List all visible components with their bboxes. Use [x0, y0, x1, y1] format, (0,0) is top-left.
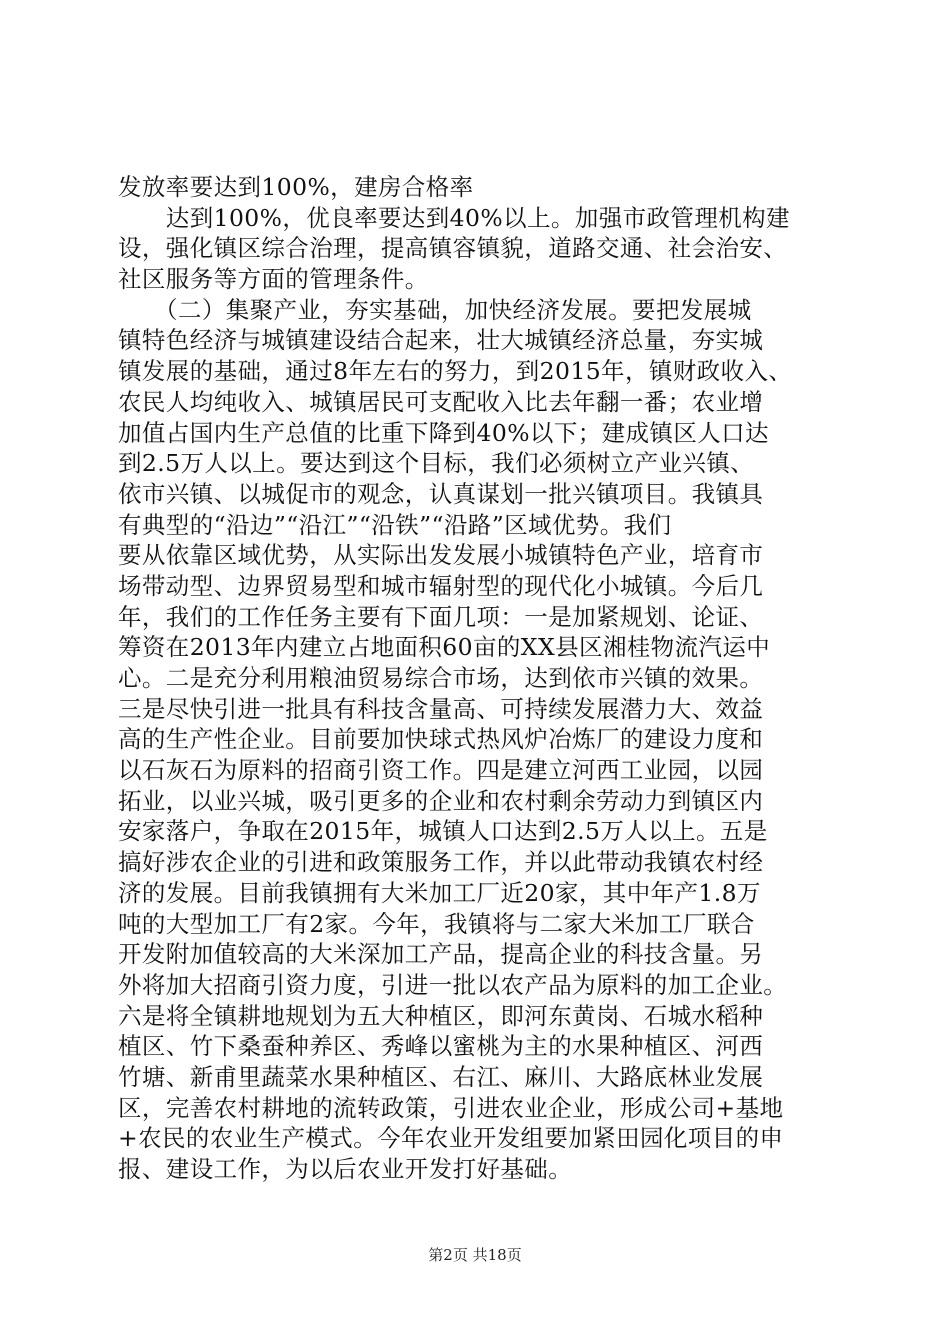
- text-line: +农民的农业生产模式。今年农业开发组要加紧田园化项目的申: [118, 1124, 784, 1153]
- text-line: 高的生产性企业。目前要加快球式热风炉冶炼厂的建设力度和: [118, 725, 764, 754]
- text-line: 发放率要达到100%，建房合格率: [118, 173, 474, 201]
- text-line: 竹塘、新甫里蔬菜水果种植区、右江、麻川、大路底林业发展: [118, 1062, 764, 1091]
- text-line: 报、建设工作，为以后农业开发打好基础。: [118, 1155, 573, 1183]
- text-line: 镇特色经济与城镇建设结合起来，壮大城镇经济总量，夯实城: [118, 326, 764, 355]
- text-line: 年，我们的工作任务主要有下面几项：一是加紧规划、论证、: [118, 602, 764, 631]
- text-line: 心。二是充分利用粮油贸易综合市场，达到依市兴镇的效果。: [118, 664, 764, 692]
- text-line: 开发附加值较高的大米深加工产品，提高企业的科技含量。另: [118, 940, 764, 969]
- text-line: 六是将全镇耕地规划为五大种植区，即河东黄岗、石城水稻种: [118, 1001, 764, 1030]
- text-line: 社区服务等方面的管理条件。: [118, 265, 429, 294]
- text-line: 场带动型、边界贸易型和城市辐射型的现代化小城镇。今后几: [118, 571, 764, 600]
- text-line: 安家落户，争取在2015年，城镇人口达到2.5万人以上。五是: [118, 817, 768, 846]
- text-line: 外将加大招商引资力度，引进一批以农产品为原料的加工企业。: [118, 970, 788, 999]
- text-line: 农民人均纯收入、城镇居民可支配收入比去年翻一番；农业增: [118, 387, 764, 416]
- page-footer: 第2页 共18页: [428, 1246, 522, 1264]
- text-line: 镇发展的基础，通过8年左右的努力，到2015年，镇财政收入、: [118, 357, 793, 386]
- text-line: 加值占国内生产总值的比重下降到40%以下；建成镇区人口达: [118, 418, 769, 447]
- text-line: 以石灰石为原料的招商引资工作。四是建立河西工业园，以园: [118, 756, 764, 785]
- text-line: 搞好涉农企业的引进和政策服务工作，并以此带动我镇农村经: [118, 848, 764, 877]
- text-line: （二）集聚产业，夯实基础，加快经济发展。要把发展城: [118, 295, 752, 324]
- document-body: [118, 172, 844, 1185]
- text-line: 有典型的“沿边”“沿江”“沿铁”“沿路”区域优势。我们: [118, 510, 672, 539]
- text-line: 设，强化镇区综合治理，提高镇容镇貌，道路交通、社会治安、: [118, 234, 788, 263]
- text-line: 植区、竹下桑蚕种养区、秀峰以蜜桃为主的水果种植区、河西: [118, 1032, 764, 1061]
- text-line: 到2.5万人以上。要达到这个目标，我们必须树立产业兴镇、: [118, 449, 755, 478]
- text-line: 区，完善农村耕地的流转政策，引进农业企业，形成公司+基地: [118, 1093, 784, 1122]
- text-line: 拓业，以业兴城，吸引更多的企业和农村剩余劳动力到镇区内: [118, 786, 764, 815]
- text-line: 依市兴镇、以城促市的观念，认真谋划一批兴镇项目。我镇具: [118, 479, 764, 508]
- text-line: 济的发展。目前我镇拥有大米加工厂近20家，其中年产1.8万: [118, 878, 761, 907]
- text-line: 达到100%，优良率要达到40%以上。加强市政管理机构建: [118, 203, 790, 232]
- text-line: 吨的大型加工厂有2家。今年，我镇将与二家大米加工厂联合: [118, 909, 755, 938]
- text-line: 三是尽快引进一批具有科技含量高、可持续发展潜力大、效益: [118, 694, 764, 723]
- text-line: 要从依靠区域优势，从实际出发发展小城镇特色产业，培育市: [118, 541, 764, 570]
- text-line: 筹资在2013年内建立占地面积60亩的XX县区湘桂物流汽运中: [118, 633, 771, 662]
